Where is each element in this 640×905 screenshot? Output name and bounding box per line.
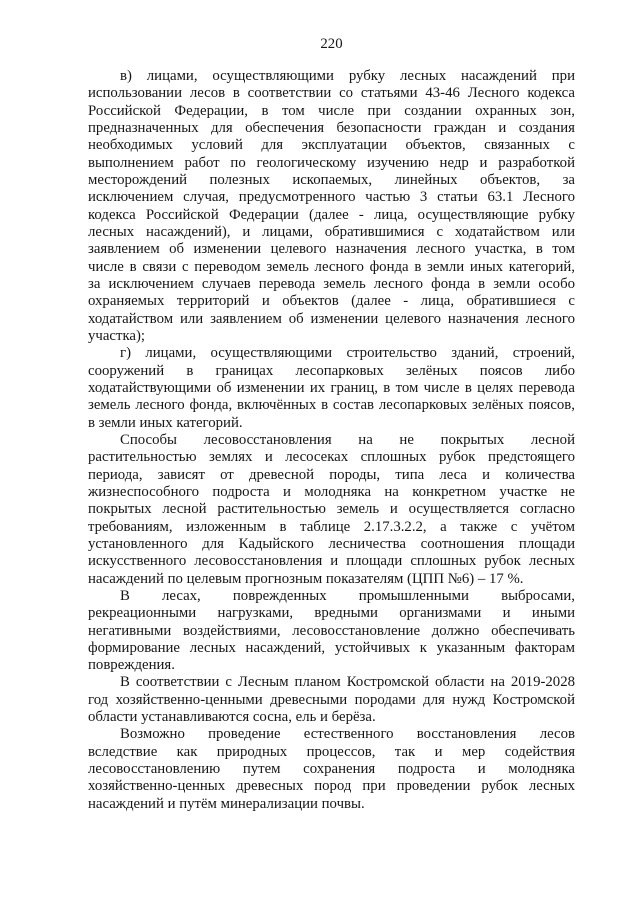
text-line: охраняемых территорий и объектов (далее - лица, обратившиеся с <box>88 293 575 310</box>
text-line: месторождений полезных ископаемых, линейных объектов, за <box>88 171 575 188</box>
text-line: рекреационными нагрузками, вредными организмами и иными <box>88 605 575 622</box>
text-line: необходимых условий для эксплуатации объектов, связанных с <box>88 137 575 154</box>
text-line: установленного для Кадыйского лесничества соотношения площади <box>88 535 575 552</box>
text-line: негативными воздействиями, лесовосстановление должно обеспечивать <box>88 622 575 639</box>
text-line: В лесах, поврежденных промышленными выбросами, <box>120 587 575 604</box>
text-line: г) лицами, осуществляющими строительство зданий, строений, <box>120 345 575 362</box>
paragraph-item-g <box>88 345 575 432</box>
text-line: кодекса Российской Федерации (далее - лица, осуществляющие рубку <box>88 206 575 223</box>
text-line: периода, зависят от древесной породы, типа леса и количества <box>88 466 575 483</box>
text-line: искусственного лесовосстановления и площади сплошных рубок лесных <box>88 553 575 570</box>
text-line: участка); <box>88 327 146 344</box>
text-line: хозяйственно-ценных древесных пород при проведении рубок лесных <box>88 778 575 795</box>
text-line: покрытых лесной растительностью земель и осуществляется согласно <box>88 501 575 518</box>
text-line: в) лицами, осуществляющими рубку лесных насаждений при <box>120 68 575 84</box>
text-line: В соответствии с Лесным планом Костромской области на 2019-2028 <box>120 674 575 691</box>
text-line: Способы лесовосстановления на не покрытых лесной <box>120 431 575 448</box>
text-line: предназначенных для обеспечения безопасности граждан и создания <box>88 119 575 136</box>
text-line: земель лесного фонда, включённых в состав лесопарковых зелёных поясов, <box>88 397 575 414</box>
text-line: насаждений по целевым прогнозным показателям (ЦПП №6) – 17 %. <box>88 570 524 587</box>
text-line: Российской Федерации, в том числе при создании охранных зон, <box>88 102 575 119</box>
text-line: области устанавливаются сосна, ель и берёза. <box>88 709 376 726</box>
paragraph-natural-regeneration <box>88 726 575 813</box>
text-line: сооружений в границах лесопарковых зелёных поясов либо <box>88 362 575 379</box>
text-line: ходатайством или заявлением об изменении целевого назначения лесного <box>88 310 575 327</box>
text-line: растительностью землях и лесосеках сплошных рубок предстоящего <box>88 449 575 466</box>
text-line: повреждения. <box>88 657 175 674</box>
paragraph-item-v <box>88 68 575 345</box>
text-line: ходатайствующими об изменении их границ, в том числе в целях перевода <box>88 379 575 396</box>
text-line: использовании лесов в соответствии со статьями 43-46 Лесного кодекса <box>88 85 575 102</box>
page-number: 220 <box>320 36 343 52</box>
paragraph-reforestation-methods <box>88 432 575 588</box>
text-line: числе в связи с переводом земель лесного фонда в земли иных категорий, <box>88 258 575 275</box>
text-line: в земли иных категорий. <box>88 414 243 431</box>
text-line: за исключением случаев перевода земель лесного фонда в земли особо <box>88 275 575 292</box>
text-line: год хозяйственно-ценными древесными породами для нужд Костромской <box>88 691 575 708</box>
text-line: Возможно проведение естественного восстановления лесов <box>120 726 575 743</box>
text-line: лесовосстановлению путем сохранения подроста и молодняка <box>88 761 575 778</box>
text-line: насаждений и путём минерализации почвы. <box>88 795 365 812</box>
text-line: лесных насаждений), и лицами, обратившимися с ходатайством или <box>88 223 575 240</box>
text-line: заявлением об изменении целевого назначения лесного участка, в том <box>88 241 575 258</box>
text-line: исключением случая, предусмотренного частью 3 статьи 63.1 Лесного <box>88 189 575 206</box>
text-line: вследствие как природных процессов, так и мер содействия <box>88 743 575 760</box>
body-text <box>88 68 575 813</box>
paragraph-damaged-forests <box>88 588 575 675</box>
paragraph-valuable-species <box>88 674 575 726</box>
text-line: формирование лесных насаждений, устойчивых к указанным факторам <box>88 639 575 656</box>
text-line: требованиям, изложенным в таблице 2.17.3.2.2, а также с учётом <box>88 518 575 535</box>
text-line: жизнеспособного подроста и молодняка на конкретном участке не <box>88 483 575 500</box>
text-line: выполнением работ по геологическому изучению недр и разработкой <box>88 154 575 171</box>
